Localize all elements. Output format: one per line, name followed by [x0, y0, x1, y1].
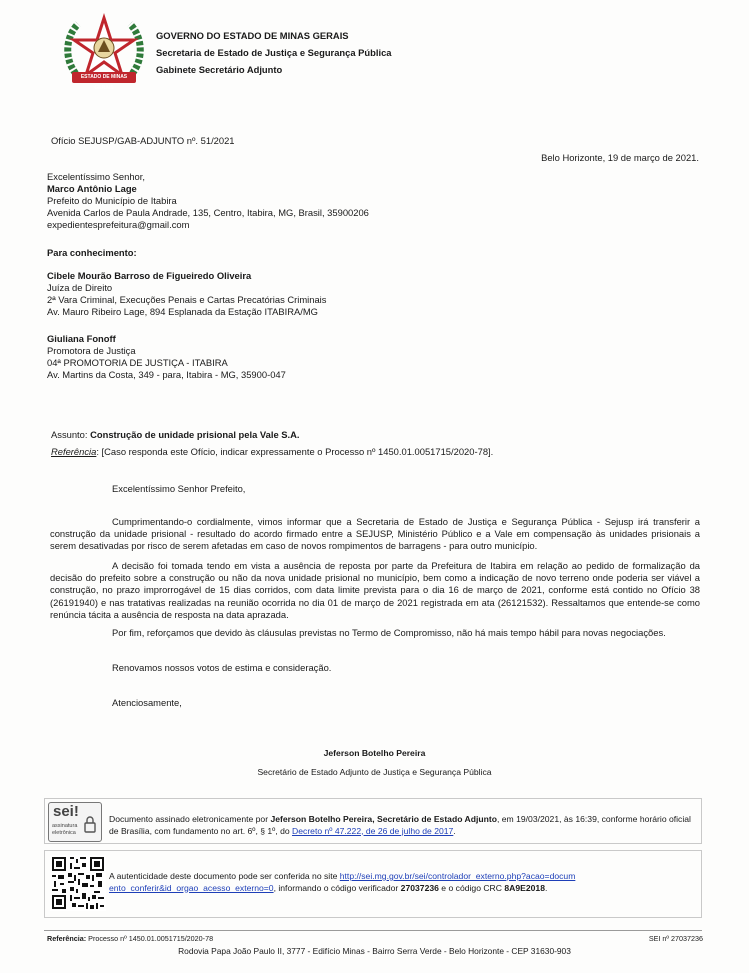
- crc-code: 8A9E2018: [504, 882, 545, 893]
- cc-person-1-court: 2ª Vara Criminal, Execuções Penais e Cartas Precatórias Criminais: [47, 294, 327, 305]
- place-date: Belo Horizonte, 19 de março de 2021.: [541, 152, 699, 163]
- footer-reference-label: Referência:: [47, 934, 87, 943]
- sei-logo-text: sei!: [53, 803, 79, 820]
- signature-statement-end: .: [453, 825, 456, 836]
- cc-person-1-address: Av. Mauro Ribeiro Lage, 894 Esplanada da Estação ITABIRA/MG: [47, 306, 318, 317]
- cc-person-2-name: Giuliana Fonoff: [47, 333, 116, 344]
- cc-person-2-office: 04ª PROMOTORIA DE JUSTIÇA - ITABIRA: [47, 357, 228, 368]
- recipient-address: Avenida Carlos de Paula Andrade, 135, Centro, Itabira, MG, Brasil, 35900206: [47, 207, 369, 218]
- authenticity-prefix: A autenticidade deste documento pode ser conferida no site: [109, 871, 340, 881]
- letterhead-cabinet: Gabinete Secretário Adjunto: [156, 64, 283, 75]
- cc-heading: Para conhecimento:: [47, 247, 137, 258]
- signature-statement-middle: , em 19/03/2021, às 16:39, conforme horário oficial de Brasília, com fundamento no art. 6º, § 1º, do: [109, 814, 691, 836]
- footer-reference-text: Processo nº 1450.01.0051715/2020-78: [86, 934, 214, 943]
- paragraph-3: Por fim, reforçamos que devido às cláusulas previstas no Termo de Compromisso, não há mais tempo hábil para novas negociações.: [112, 627, 666, 638]
- state-seal: [58, 12, 150, 98]
- footer-reference: [47, 934, 213, 944]
- lock-icon: [83, 815, 97, 838]
- recipient-email: expedientesprefeitura@gmail.com: [47, 219, 190, 230]
- signer-role: Secretário de Estado Adjunto de Justiça e Segurança Pública: [257, 767, 492, 777]
- cc-person-1-name: Cibele Mourão Barroso de Figueiredo Oliveira: [47, 270, 252, 281]
- cc-person-1-title: Juíza de Direito: [47, 282, 113, 293]
- footer-address: Rodovia Papa João Paulo II, 3777 - Edifício Minas - Bairro Serra Verde - Belo Horizonte - CEP 31630-903: [178, 946, 571, 956]
- verification-url-link[interactable]: http://sei.mg.gov.br/sei/controlador_externo.php?acao=documento_conferir&id_orgao_acesso_externo=0: [109, 871, 576, 893]
- cc-person-2-address: Av. Martins da Costa, 349 - para, Itabira - MG, 35900-047: [47, 369, 286, 380]
- authenticity-end: .: [545, 882, 548, 893]
- letterhead-government: GOVERNO DO ESTADO DE MINAS GERAIS: [156, 30, 349, 41]
- subject-label: Assunto:: [51, 429, 88, 440]
- electronic-signature-box: [44, 798, 702, 844]
- cc-person-2-title: Promotora de Justiça: [47, 345, 136, 356]
- authenticity-box: [44, 850, 702, 918]
- salutation: Excelentíssimo Senhor,: [47, 171, 145, 182]
- signature-statement-prefix: Documento assinado eletronicamente por: [109, 814, 271, 824]
- recipient-title: Prefeito do Município de Itabira: [47, 195, 177, 206]
- reference-text: : [Caso responda este Ofício, indicar expressamente o Processo nº 1450.01.0051715/2020-78].: [96, 446, 494, 457]
- footer-divider: [44, 930, 702, 931]
- paragraph-1: Cumprimentando-o cordialmente, vimos informar que a Secretaria de Estado de Justiça e Segurança Pública - Sejusp irá transferir a construção da unidade prisional - resultado do acordo firmado entre a SEJUSP, Ministério Público e a Vale em compensação às unidades prisionais a serem desativadas por risco de serem afetadas em caso de novos rompimentos de barragens - para outro município.: [50, 516, 700, 552]
- decree-link[interactable]: Decreto nº 47.222, de 26 de julho de 2017: [292, 825, 454, 836]
- letterhead-secretariat: Secretaria de Estado de Justiça e Segurança Pública: [156, 47, 392, 58]
- verifier-code: 27037236: [400, 882, 439, 893]
- sei-logo: [48, 802, 102, 842]
- subject-line: [51, 429, 691, 441]
- authenticity-statement: [109, 871, 579, 894]
- sei-logo-subtitle-1: assinatura: [52, 823, 78, 829]
- paragraph-2: A decisão foi tomada tendo em vista a ausência de reposta por parte da Prefeitura de Itabira em relação ao pedido de formalização da decisão do prefeito sobre a construção ou não da nova unidade prisional no município, bem como a indicação de novo terreno onde poderia ser viável a construção, no prazo improrrogável de 15 dias corridos, com data limite prevista para o dia 16 de março de 2021, conforme está contido no Ofício 38 (26191940) e nas tratativas realizadas na reunião ocorrida no dia 01 de março de 2021 registrada em ata (26121532). Ressaltamos que entende-se como renúncia tácita a ausência de resposta na data aprazada.: [50, 560, 700, 620]
- signer-name: Jeferson Botelho Pereira: [323, 748, 426, 758]
- greeting: Excelentíssimo Senhor Prefeito,: [112, 483, 246, 494]
- signature-statement: [109, 814, 694, 837]
- cc-person-2: [47, 333, 467, 381]
- recipient-block: [47, 171, 467, 231]
- letterhead: [156, 27, 456, 78]
- paragraph-4: Renovamos nossos votos de estima e consideração.: [112, 662, 332, 673]
- sei-logo-subtitle-2: eletrônica: [52, 830, 76, 836]
- reference-line: [51, 446, 701, 458]
- subject-text: Construção de unidade prisional pela Vale S.A.: [90, 429, 300, 440]
- recipient-name: Marco Antônio Lage: [47, 183, 137, 194]
- oficio-number: Ofício SEJUSP/GAB-ADJUNTO nº. 51/2021: [51, 135, 235, 146]
- authenticity-crc-label: e o código CRC: [438, 882, 505, 893]
- cc-person-1: [47, 270, 467, 318]
- signature-signer: Jeferson Botelho Pereira, Secretário de Estado Adjunto: [270, 814, 497, 824]
- seal-ribbon-text: ESTADO DE MINAS GERAIS: [80, 74, 128, 91]
- reference-label: Referência: [51, 446, 97, 457]
- closing: Atenciosamente,: [112, 697, 182, 708]
- authenticity-middle: , informando o código verificador: [273, 882, 401, 893]
- footer-sei-number: SEI nº 27037236: [648, 934, 703, 943]
- qr-code-icon: [50, 855, 106, 911]
